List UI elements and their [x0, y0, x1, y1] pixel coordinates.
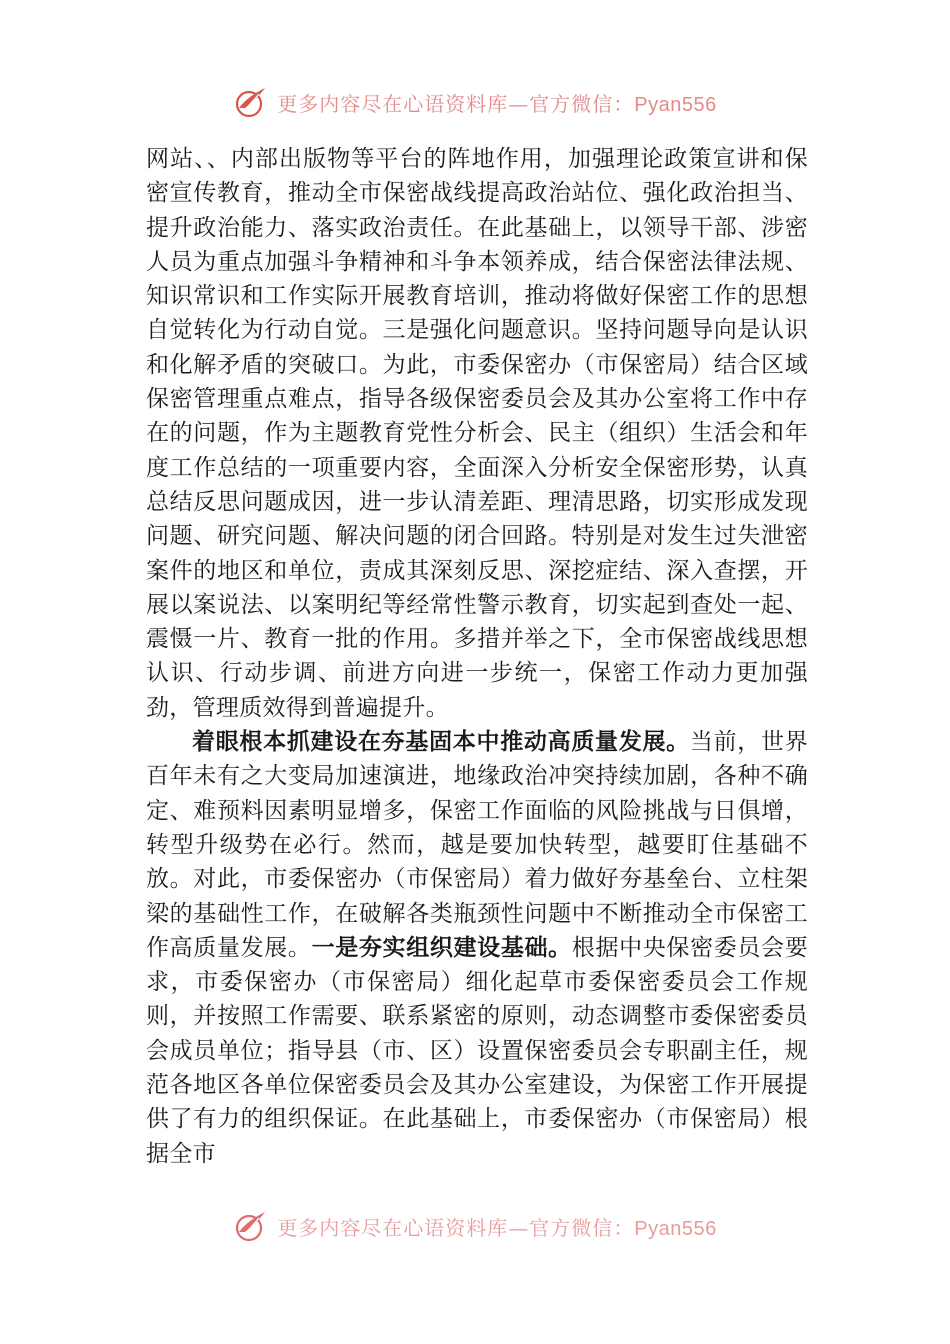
- paragraph-2-text-b: 根据中央保密委员会要求，市委保密办（市保密局）细化起草市委保密委员会工作规则，并按照工作需要、联系紧密的原则，动态调整市委保密委员会成员单位；指导县（市、区）设置保密委员会专职副主任，规范各地区各单位保密委员会及其办公室建设，为保密工作开展提供了有力的组织保证。在此基础上，市委保密办（市保密局）根据全市: [146, 934, 808, 1167]
- quill-logo-icon: [233, 84, 269, 120]
- header-watermark-text: 更多内容尽在心语资料库—官方微信：Pyan556: [277, 91, 717, 116]
- quill-logo-icon: [233, 1208, 269, 1244]
- paragraph-2-subheading: 一是夯实组织建设基础。: [311, 933, 572, 961]
- footer-watermark: [0, 1206, 950, 1246]
- paragraph-1: 网站、、内部出版物等平台的阵地作用，加强理论政策宣讲和保密宣传教育，推动全市保密战线提高政治站位、强化政治担当、提升政治能力、落实政治责任。在此基础上，以领导干部、涉密人员为重点加强斗争精神和斗争本领养成，结合保密法律法规、知识常识和工作实际开展教育培训，推动将做好保密工作的思想自觉转化为行动自觉。三是强化问题意识。坚持问题导向是认识和化解矛盾的突破口。为此，市委保密办（市保密局）结合区域保密管理重点难点，指导各级保密委员会及其办公室将工作中存在的问题，作为主题教育党性分析会、民主（组织）生活会和年度工作总结的一项重要内容，全面深入分析安全保密形势，认真总结反思问题成因，进一步认清差距、理清思路，切实形成发现问题、研究问题、解决问题的闭合回路。特别是对发生过失泄密案件的地区和单位，责成其深刻反思、深挖症结、深入查摆，开展以案说法、以案明纪等经常性警示教育，切实起到查处一起、震慑一片、教育一批的作用。多措并举之下，全市保密战线思想认识、行动步调、前进方向进一步统一，保密工作动力更加强劲，管理质效得到普遍提升。: [146, 146, 808, 721]
- paragraph-2-heading: 着眼根本抓建设在夯基固本中推动高质量发展。: [192, 728, 690, 756]
- header-watermark: [0, 82, 950, 122]
- footer-watermark-text: 更多内容尽在心语资料库—官方微信：Pyan556: [277, 1215, 717, 1240]
- paragraph-2: [146, 725, 808, 1171]
- paragraph-2-text-a: 当前，世界百年未有之大变局加速演进，地缘政治冲突持续加剧，各种不确定、难预料因素明显增多，保密工作面临的风险挑战与日俱增，转型升级势在必行。然而，越是要加快转型，越要盯住基础不放。对此，市委保密办（市保密局）着力做好夯基垒台、立柱架梁的基础性工作，在破解各类瓶颈性问题中不断推动全市保密工作高质量发展。: [146, 729, 808, 961]
- document-body: [146, 142, 808, 1171]
